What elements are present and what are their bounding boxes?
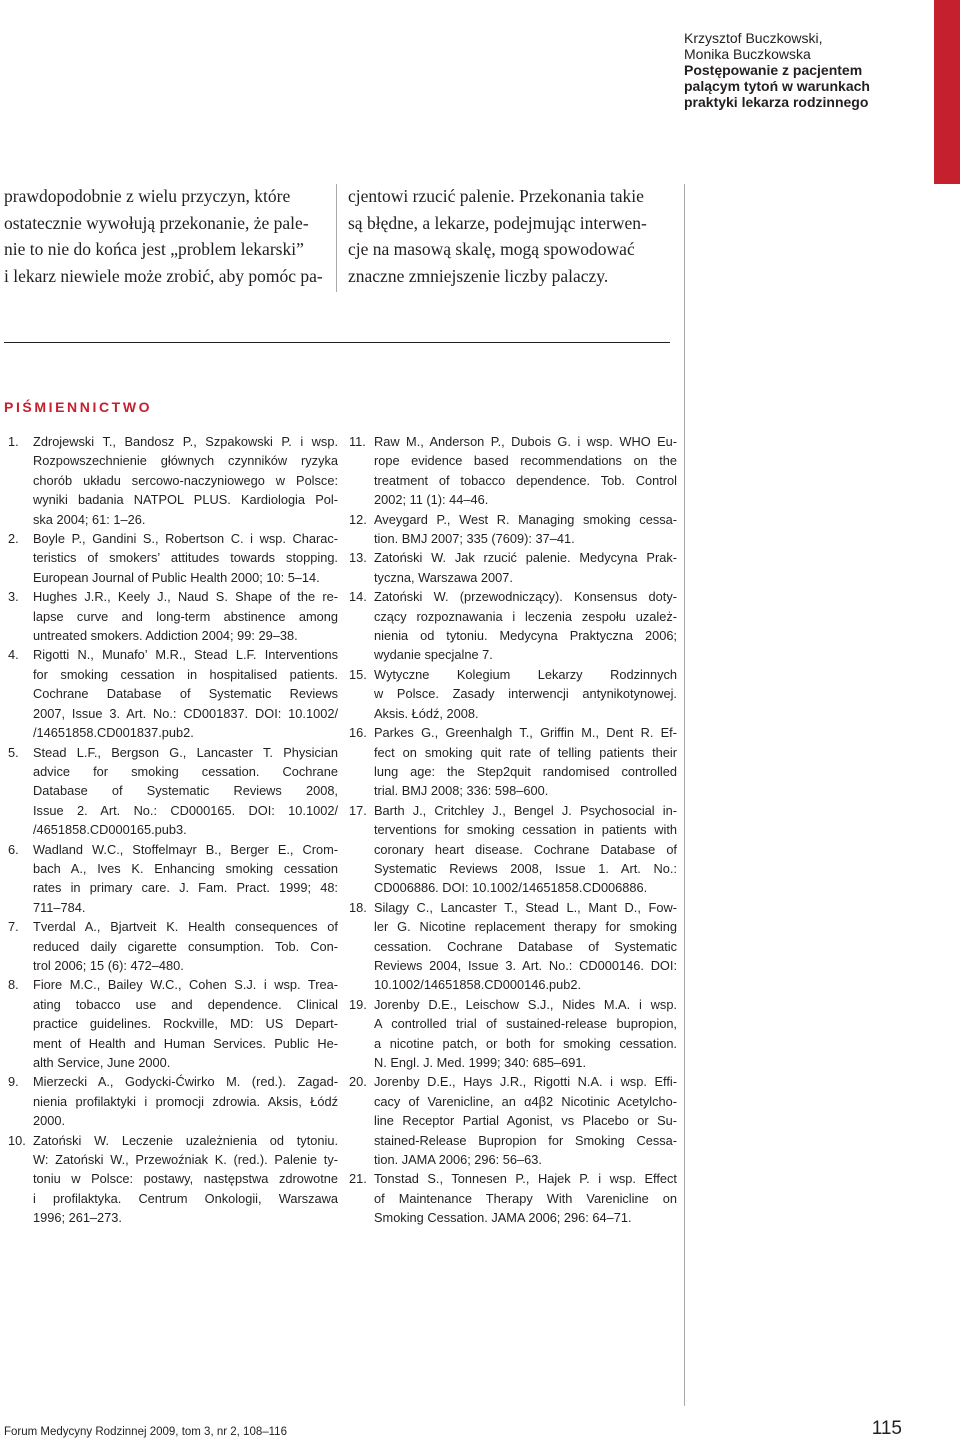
reference-item (349, 1072, 677, 1169)
reference-item (8, 645, 338, 742)
reference-item (349, 801, 677, 898)
body-line: są błędne, a lekarze, podejmując interwen- (348, 212, 647, 233)
reference-number: 16. (349, 725, 367, 741)
reference-text-line: 2002; 11 (1): 44–46. (374, 492, 489, 508)
reference-item (8, 743, 338, 840)
reference-item (8, 975, 338, 1072)
reference-text-line: teristics of smokers’ attitudes towards stopping. (33, 550, 338, 566)
reference-number: 12. (349, 511, 367, 527)
reference-text-line: 711–784. (33, 899, 86, 915)
reference-text-line: European Journal of Public Health 2000; 10: 5–14. (33, 569, 320, 585)
reference-number: 2. (8, 531, 19, 547)
reference-text-line: 10.1002/14651858.CD000146.pub2. (374, 977, 582, 993)
reference-text-line: ska 2004; 61: 1–26. (33, 511, 146, 527)
body-line: i lekarz niewiele może zrobić, aby pomóc pa- (4, 265, 323, 286)
reference-text-line: tion. JAMA 2006; 296: 56–63. (374, 1152, 542, 1168)
reference-text-line: Jorenby D.E., Hays J.R., Rigotti N.A. i wsp. Effi- (374, 1074, 677, 1090)
reference-text-line: terventions for smoking cessation in patients with (374, 822, 677, 838)
running-title (684, 62, 934, 110)
reference-text-line: N. Engl. J. Med. 1999; 340: 685–691. (374, 1055, 587, 1070)
reference-text-line: Tonstad S., Tonnesen P., Hajek P. i wsp. Effect (374, 1171, 677, 1187)
reference-item (349, 898, 677, 995)
reference-number: 14. (349, 589, 367, 605)
author-line: Krzysztof Buczkowski, (684, 30, 823, 46)
page-number: 115 (871, 1418, 902, 1439)
reference-text-line: Parkes G., Greenhalgh T., Griffin M., Dent R. Ef- (374, 725, 677, 741)
reference-text-line: Cochrane Database of Systematic Reviews (33, 686, 338, 702)
reference-text-line: Fiore M.C., Bailey W.C., Cohen S.J. i wsp. Trea- (33, 977, 338, 993)
reference-text-line: ler G. Nicotine replacement therapy for smoking (374, 919, 677, 935)
reference-text-line: Zatoński W. (przewodniczący). Konsensus doty- (374, 589, 677, 605)
reference-text-line: 1996; 261–273. (33, 1210, 122, 1226)
running-title-line: palącym tytoń w warunkach (684, 78, 870, 94)
reference-text-line: toniu w Polsce: postawy, następstwa zdrowotne (33, 1171, 338, 1187)
reference-text-line: stained-Release Bupropion for Smoking Cessa- (374, 1132, 677, 1148)
reference-text-line: trial. BMJ 2008; 336: 598–600. (374, 783, 549, 799)
reference-item (349, 548, 677, 587)
reference-number: 18. (349, 899, 367, 915)
reference-text-line: tyczna, Warszawa 2007. (374, 569, 513, 585)
reference-text-line: rope evidence based recommendations on the (374, 453, 677, 469)
section-rule (4, 342, 670, 343)
reference-text-line: Rozpowszechnienie głównych czynników ryzyka (33, 453, 338, 469)
reference-item (349, 665, 677, 723)
reference-number: 9. (8, 1074, 19, 1090)
reference-text-line: tion. BMJ 2007; 335 (7609): 37–41. (374, 531, 575, 547)
running-title-line: Postępowanie z pacjentem (684, 62, 863, 78)
running-title-line: praktyki lekarza rodzinnego (684, 94, 869, 110)
reference-item (349, 1169, 677, 1227)
references-heading: PIŚMIENNICTWO (4, 399, 153, 415)
reference-item (8, 1072, 338, 1130)
reference-item (8, 432, 338, 529)
reference-text-line: ating tobacco use and dependence. Clinical (33, 996, 338, 1012)
reference-text-line: Raw M., Anderson P., Dubois G. i wsp. WHO Eu- (374, 434, 677, 449)
reference-text-line: trol 2006; 15 (6): 472–480. (33, 957, 184, 973)
reference-text-line: wydanie specjalne 7. (374, 647, 493, 663)
reference-text-line: coronary heart disease. Cochrane Database of (374, 841, 677, 857)
reference-text-line: of Maintenance Therapy With Varenicline on (374, 1190, 677, 1206)
reference-number: 19. (349, 996, 367, 1012)
reference-text-line: cessation. Cochrane Database of Systematic (374, 938, 677, 954)
reference-text-line: lapse curve and long-term abstinence among (33, 608, 338, 624)
reference-text-line: Wytyczne Kolegium Lekarzy Rodzinnych (374, 666, 677, 682)
reference-text-line: Smoking Cessation. JAMA 2006; 296: 64–71. (374, 1210, 632, 1226)
reference-text-line: advice for smoking cessation. Cochrane (33, 763, 338, 779)
references-list-right (349, 432, 677, 1228)
reference-text-line: Silagy C., Lancaster T., Stead L., Mant D., Fow- (374, 899, 677, 915)
accent-bar (934, 0, 960, 184)
column-divider (336, 184, 337, 292)
reference-number: 20. (349, 1074, 367, 1090)
reference-text-line: Systematic Reviews 2008, Issue 1. Art. No.: (374, 860, 677, 876)
reference-text-line: CD006886. DOI: 10.1002/14651858.CD006886. (374, 880, 648, 896)
reference-number: 7. (8, 919, 19, 935)
reference-item (349, 587, 677, 665)
reference-item (349, 995, 677, 1073)
reference-item (8, 917, 338, 975)
reference-text-line: line Receptor Partial Agonist, vs Placebo or Su- (374, 1113, 677, 1129)
reference-item (8, 1131, 338, 1228)
reference-text-line: nienia profilaktyki i promocji zdrowia. Aksis, Łódź (33, 1093, 338, 1109)
reference-text-line: Aveygard P., West R. Managing smoking cessa- (374, 511, 677, 527)
body-text-right (348, 183, 680, 289)
reference-text-line: rates in primary care. J. Fam. Pract. 1999; 48: (33, 880, 338, 896)
reference-text-line: Tverdal A., Bjartveit K. Health consequences of (33, 919, 338, 935)
reference-text-line: Issue 2. Art. No.: CD000165. DOI: 10.1002/ (33, 802, 338, 818)
reference-text-line: 2000. (33, 1113, 66, 1129)
reference-text-line: i profilaktyka. Centrum Onkologii, Warszawa (33, 1190, 338, 1206)
reference-text-line: ment of Health and Human Services. Public He- (33, 1035, 338, 1051)
margin-divider (684, 184, 685, 1406)
reference-text-line: W: Zatoński W., Przewoźniak K. (red.). Palenie ty- (33, 1152, 338, 1168)
reference-number: 5. (8, 744, 19, 760)
body-line: ostatecznie wywołują przekonanie, że pale- (4, 212, 309, 233)
reference-text-line: Boyle P., Gandini S., Robertson C. i wsp. Charac- (33, 531, 338, 547)
reference-text-line: Zdrojewski T., Bandosz P., Szpakowski P. i wsp. (33, 434, 338, 449)
reference-number: 1. (8, 434, 19, 449)
reference-text-line: fect on smoking quit rate of telling patients their (374, 744, 677, 760)
body-line: znaczne zmniejszenie liczby palaczy. (348, 265, 609, 286)
author-line: Monika Buczkowska (684, 46, 811, 62)
reference-number: 8. (8, 977, 19, 993)
reference-text-line: a nicotine patch, or both for smoking cessation. (374, 1035, 677, 1051)
reference-item (8, 529, 338, 587)
reference-number: 21. (349, 1171, 367, 1187)
body-text-left (4, 183, 336, 289)
references-list-left (8, 432, 338, 1228)
reference-text-line: Jorenby D.E., Leischow S.J., Nides M.A. i wsp. (374, 996, 677, 1012)
reference-text-line: Database of Systematic Reviews 2008, (33, 783, 338, 799)
reference-text-line: cacy of Varenicline, an α4β2 Nicotinic Acetylcho- (374, 1093, 677, 1109)
reference-number: 4. (8, 647, 19, 663)
reference-number: 15. (349, 666, 367, 682)
reference-text-line: lung age: the Step2quit randomised controlled (374, 763, 677, 779)
body-line: cjentowi rzucić palenie. Przekonania takie (348, 186, 644, 206)
reference-text-line: /4651858.CD000165.pub3. (33, 822, 187, 838)
reference-item (8, 840, 338, 918)
reference-text-line: Stead L.F., Bergson G., Lancaster T. Physician (33, 744, 338, 760)
reference-text-line: reduced daily cigarette consumption. Tob. Con- (33, 938, 338, 954)
reference-text-line: w Polsce. Zasady interwencji antynikotynowej. (374, 686, 677, 702)
reference-text-line: chorób układu sercowo-naczyniowego w Polsce: (33, 472, 338, 488)
reference-text-line: treatment of tobacco dependence. Tob. Control (374, 472, 677, 488)
body-line: nie to nie do końca jest „problem lekarski” (4, 239, 304, 259)
reference-number: 17. (349, 802, 367, 818)
reference-text-line: Zatoński W. Jak rzucić palenie. Medycyna Prak- (374, 550, 677, 566)
reference-text-line: practice guidelines. Rockville, MD: US Depart- (33, 1016, 338, 1032)
body-line: prawdopodobnie z wielu przyczyn, które (4, 186, 291, 206)
reference-text-line: alth Service, June 2000. (33, 1055, 171, 1070)
reference-text-line: for smoking cessation in hospitalised patients. (33, 666, 338, 682)
footer-journal: Forum Medycyny Rodzinnej 2009, tom 3, nr 2, 108–116 (4, 1426, 287, 1438)
reference-text-line: Mierzecki A., Godycki-Ćwirko M. (red.). Zagad- (33, 1074, 338, 1090)
reference-text-line: Aksis. Łódź, 2008. (374, 705, 479, 721)
reference-text-line: Hughes J.R., Keely J., Naud S. Shape of the re- (33, 589, 338, 605)
reference-item (349, 723, 677, 801)
reference-number: 3. (8, 589, 19, 605)
reference-text-line: nienia od tytoniu. Medycyna Praktyczna 2006; (374, 628, 677, 644)
reference-text-line: A controlled trial of sustained-release bupropion, (374, 1016, 677, 1032)
reference-text-line: czący rozpoznawania i leczenia zespołu uzależ- (374, 608, 677, 624)
reference-number: 10. (8, 1132, 26, 1148)
reference-text-line: Barth J., Critchley J., Bengel J. Psychosocial in- (374, 802, 677, 818)
body-line: cje na masową skalę, mogą spowodować (348, 239, 635, 259)
reference-item (8, 587, 338, 645)
reference-text-line: wyniki badania NATPOL PLUS. Kardiologia Pol- (33, 492, 338, 508)
reference-number: 6. (8, 841, 19, 857)
reference-text-line: /14651858.CD001837.pub2. (33, 725, 194, 741)
reference-text-line: Rigotti N., Munafo’ M.R., Stead L.F. Interventions (33, 647, 338, 663)
reference-text-line: Reviews 2004, Issue 3. Art. No.: CD000146. DOI: (374, 957, 677, 973)
reference-text-line: 2007, Issue 3. Art. No.: CD001837. DOI: 10.1002/ (33, 705, 338, 721)
header-authors (684, 30, 934, 62)
reference-item (349, 432, 677, 510)
reference-text-line: bach A., Ives K. Enhancing smoking cessation (33, 860, 338, 876)
reference-item (349, 510, 677, 549)
reference-text-line: Zatoński W. Leczenie uzależnienia od tytoniu. (33, 1132, 338, 1148)
reference-text-line: Wadland W.C., Stoffelmayr B., Berger E., Crom- (33, 841, 338, 857)
reference-number: 13. (349, 550, 367, 566)
reference-number: 11. (349, 434, 366, 449)
reference-text-line: untreated smokers. Addiction 2004; 99: 29–38. (33, 628, 298, 644)
